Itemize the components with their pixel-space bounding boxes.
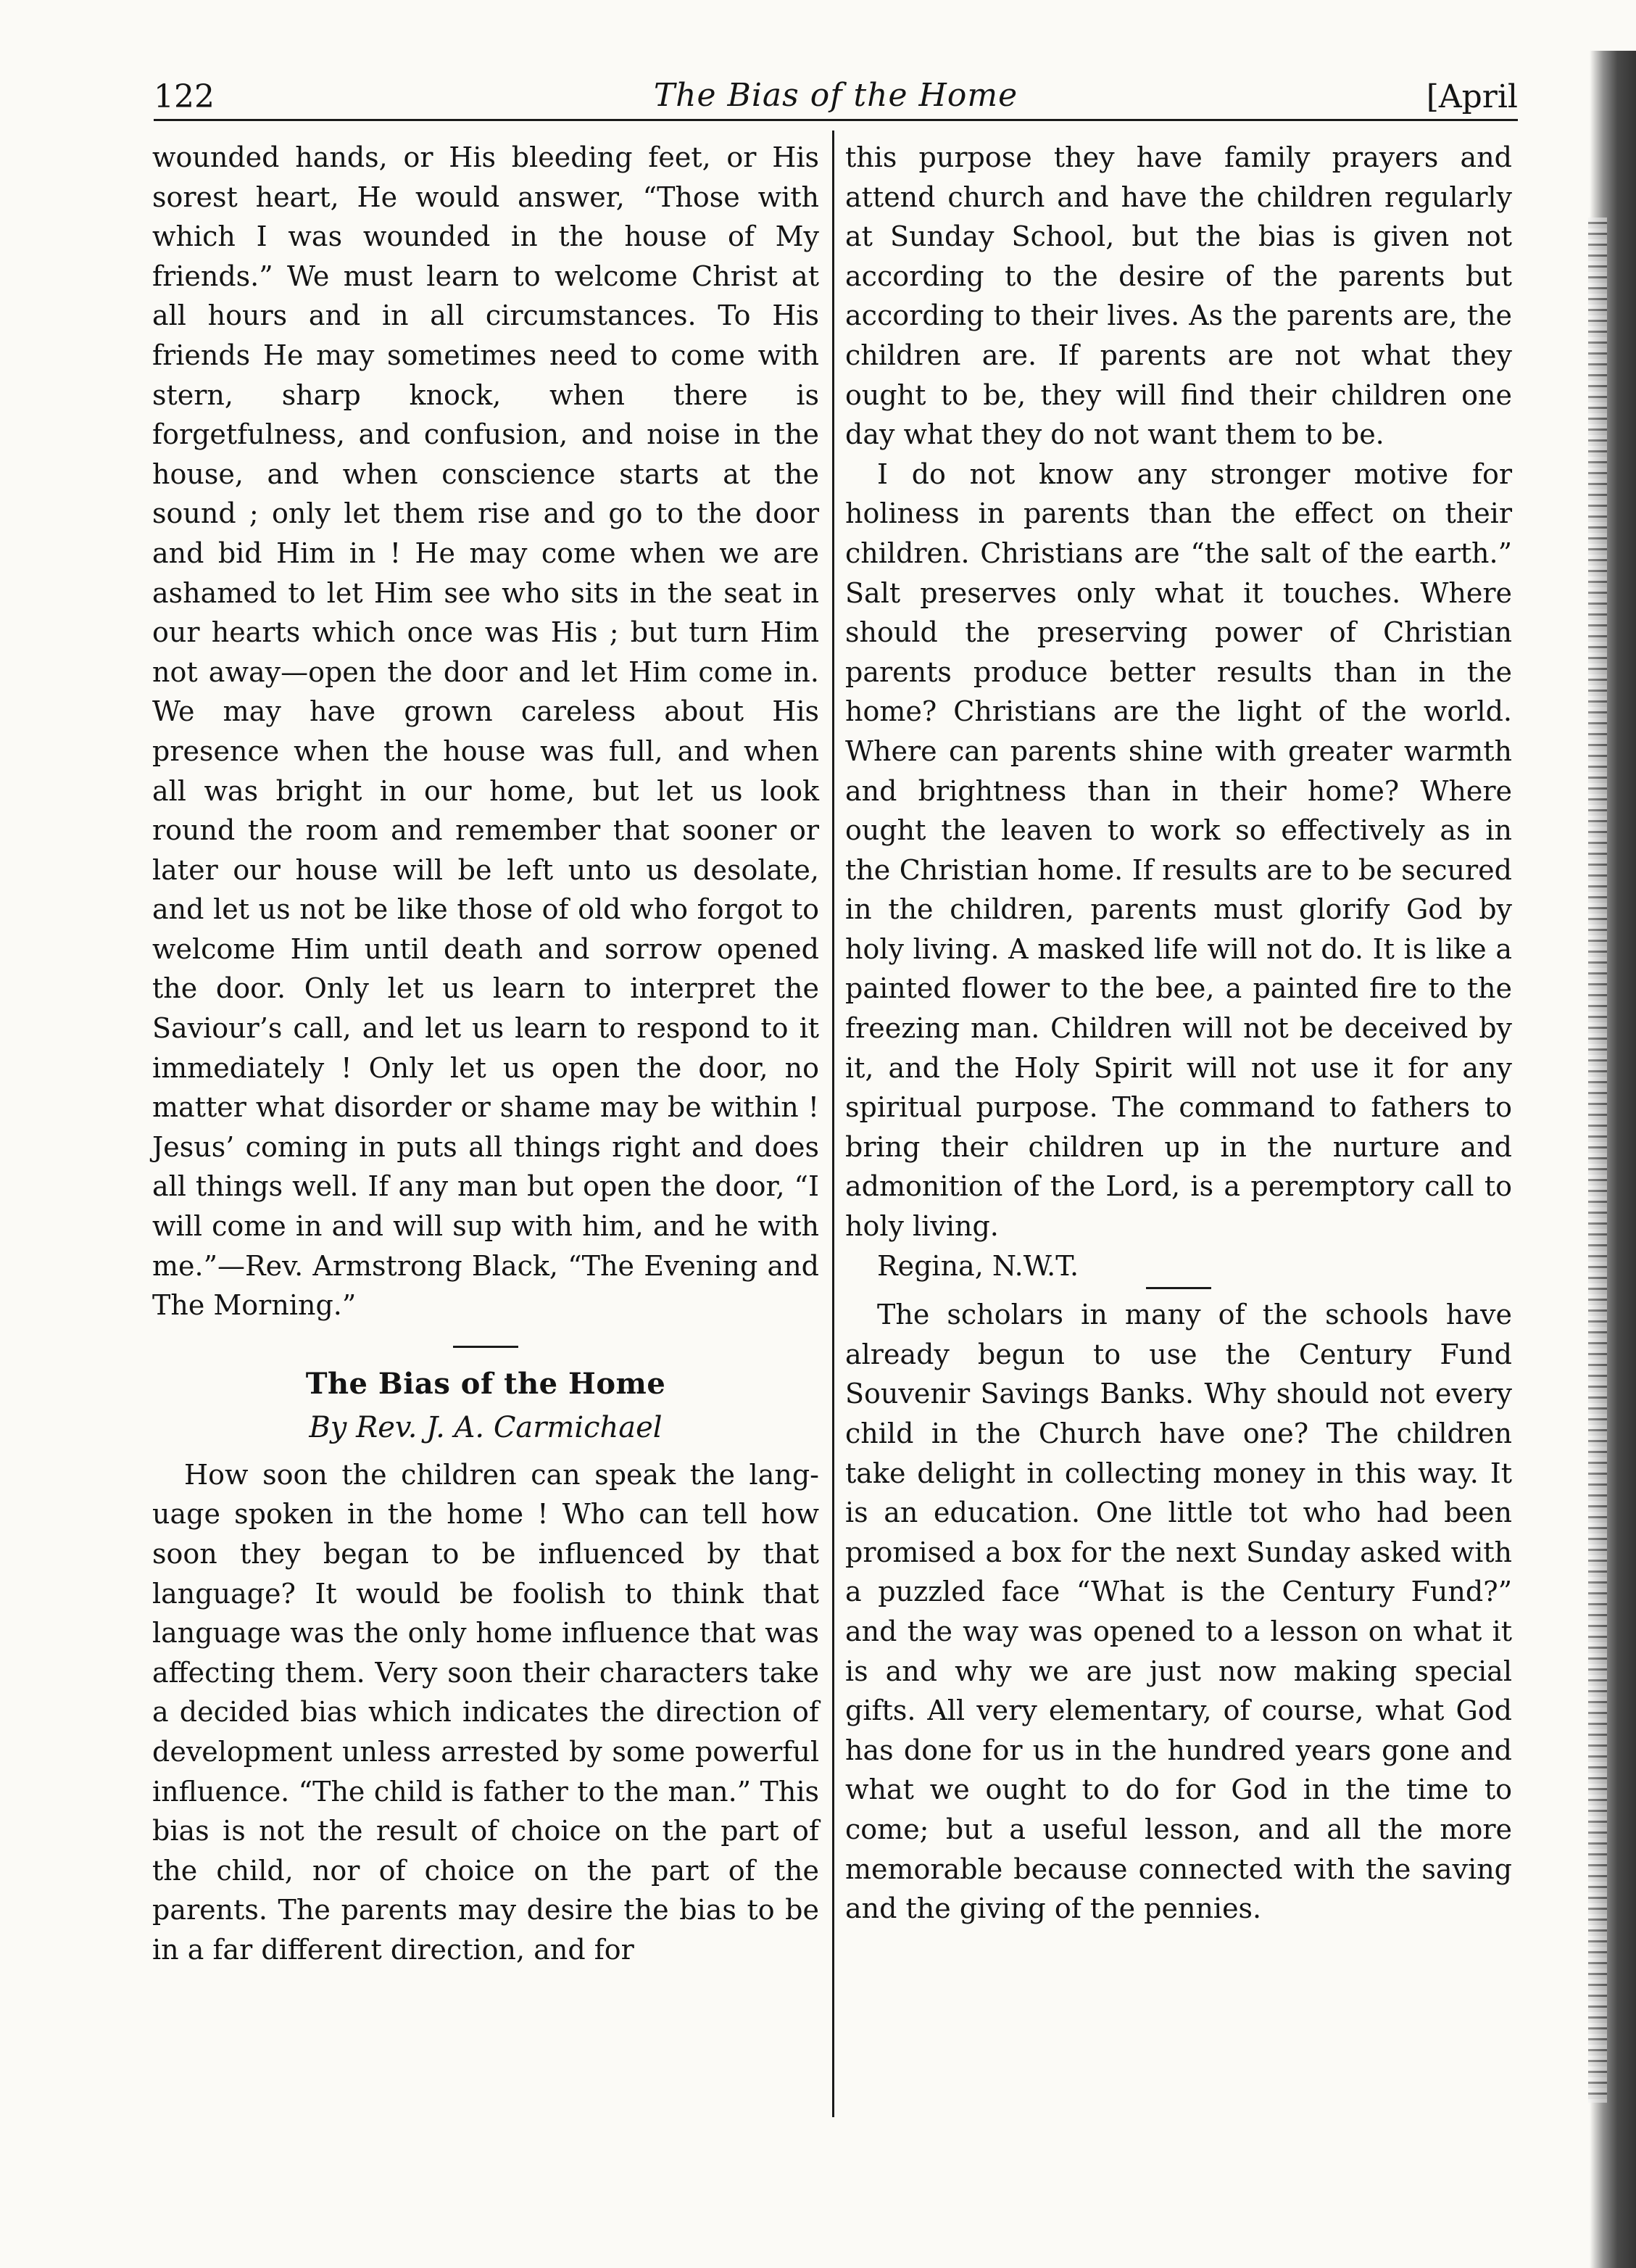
page-header: [154, 64, 1518, 116]
section-divider: [453, 1346, 518, 1348]
running-title: The Bias of the Home: [653, 77, 1018, 114]
section-divider: [1146, 1287, 1211, 1289]
article-signature: Regina, N.W.T.: [877, 1249, 1079, 1282]
article-title: The Bias of the Home: [305, 1366, 666, 1401]
page-number: 122: [154, 78, 215, 115]
article-byline: By Rev. J. A. Carmichael: [309, 1410, 663, 1444]
column-divider: [832, 131, 834, 2117]
left-column: [152, 138, 819, 1970]
right-column: [845, 138, 1512, 1929]
article-paragraph: this purpose they have family prayers and attend church and have the children regularly at Sunday School, but the bias is given not according to the desire of the parents but according to their lives. As the parents are, the children are. If parents are not what they ought to be, they will find their children one day what they do not want them to be.: [845, 141, 1512, 451]
article-paragraph: I do not know any stronger motive for holiness in parents than the effect on their children. Christians are “the salt of the earth.” Salt preserves only what it touches. Where should the preserving power of Christian parents produce better results than in the home? Christians are the light of the world. Where can parents shine with greater warmth and brightness than in their home? Where ought the leaven to work so effectively as in the Christian home. If results are to be secured in the children, parents must glorify God by holy living. A masked life will not do. It is like a painted flower to the bee, a painted fire to the freezing man. Children will not be deceived by it, and the Holy Spirit will not use it for any spiritual purpose. The command to fathers to bring their children up in the nurture and admonition of the Lord, is a peremptory call to holy living.: [845, 458, 1512, 1243]
header-rule: [154, 119, 1518, 121]
binding-edge-texture: [1588, 218, 1607, 2103]
issue-month: [April: [1426, 78, 1518, 115]
article-paragraph: The scholars in many of the schools have already begun to use the Century Fund Souvenir Savings Banks. Why should not every child in the Church have one? The children take delight in collecting money in this way. It is an education. One little tot who had been promised a box for the next Sunday asked with a puzzled face “What is the Century Fund?” and the way was opened to a lesson on what it is and why we are just now making special gifts. All very elementary, of course, what God has done for us in the hundred years gone and what we ought to do for God in the time to come; but a useful lesson, and all the more memorable because connected with the saving and the giving of the pennies.: [845, 1299, 1512, 1925]
article-paragraph: How soon the children can speak the language spoken in the home ! Who can tell how soon they began to be influenced by that language? It would be foolish to think that language was the only home influence that was affecting them. Very soon their characters take a decided bias which indicates the direction of development unless arrested by some powerful influence. “The child is father to the man.” This bias is not the result of choice on the part of the child, nor of choice on the part of the parents. The parents may desire the bias to be in a far different direction, and for: [152, 1458, 819, 1966]
continued-paragraph: wounded hands, or His bleeding feet, or His sorest heart, He would answer, “Those with which I was wounded in the house of My friends.” We must learn to welcome Christ at all hours and in all circumstances. To His friends He may sometimes need to come with stern, sharp knock, when there is forgetfulness, and confusion, and noise in the house, and when conscience starts at the sound ; only let them rise and go to the door and bid Him in ! He may come when we are ashamed to let Him see who sits in the seat in our hearts which once was His ; but turn Him not away—open the door and let Him come in. We may have grown careless about His presence when the house was full, and when all was bright in our home, but let us look round the room and remember that sooner or later our house will be left unto us desolate, and let us not be like those of old who forgot to welcome Him until death and sorrow opened the door. Only let us learn to interpret the Saviour’s call, and let us learn to respond to it immediately ! Only let us open the door, no matter what disorder or shame may be within ! Jesus’ coming in puts all things right and does all things well. If any man but open the door, “I will come in and will sup with him, and he with me.”—Rev. Armstrong Black, “The Evening and The Morning.”: [152, 141, 819, 1322]
